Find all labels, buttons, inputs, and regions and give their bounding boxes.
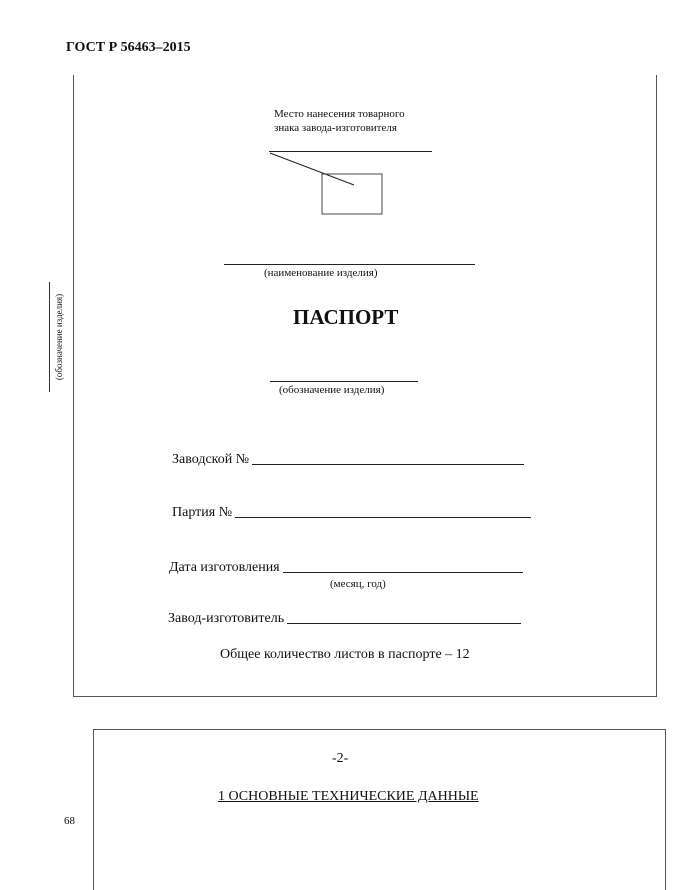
trademark-box bbox=[322, 174, 382, 214]
designation-caption: (обозначение изделия) bbox=[279, 384, 385, 396]
manufacturer-field bbox=[168, 611, 521, 627]
manufacture-date-caption: (месяц, год) bbox=[330, 578, 386, 590]
side-designation-line bbox=[49, 282, 50, 392]
product-name-caption: (наименование изделия) bbox=[264, 267, 378, 279]
serial-number-field bbox=[172, 452, 524, 468]
manufacturer-label: Завод-изготовитель bbox=[168, 611, 285, 626]
trademark-caption bbox=[274, 107, 405, 135]
passport-title: ПАСПОРТ bbox=[293, 305, 399, 329]
serial-number-blank bbox=[252, 464, 524, 465]
manufacture-date-field bbox=[169, 560, 523, 576]
section-heading: 1 ОСНОВНЫЕ ТЕХНИЧЕСКИЕ ДАННЫЕ bbox=[218, 789, 479, 804]
page-number: 68 bbox=[64, 815, 75, 827]
batch-field bbox=[172, 505, 531, 521]
manufacture-date-blank bbox=[283, 572, 523, 573]
serial-number-label: Заводской № bbox=[172, 452, 250, 467]
manufacturer-blank bbox=[287, 623, 521, 624]
side-designation-caption: (обозначение изделия) bbox=[54, 293, 64, 381]
trademark-placeholder bbox=[268, 150, 388, 220]
manufacture-date-label: Дата изготовления bbox=[169, 560, 280, 575]
trademark-caption-line1: Место нанесения товарного bbox=[274, 108, 405, 120]
trademark-leader-line bbox=[270, 153, 354, 185]
page-marker: -2- bbox=[332, 751, 349, 766]
standard-id: ГОСТ Р 56463–2015 bbox=[66, 40, 191, 55]
side-designation bbox=[46, 282, 70, 392]
trademark-caption-line2: знака завода-изготовителя bbox=[274, 122, 397, 134]
designation-line bbox=[270, 381, 418, 382]
total-sheets: Общее количество листов в паспорте – 12 bbox=[220, 647, 470, 662]
product-name-line bbox=[224, 264, 475, 265]
batch-label: Партия № bbox=[172, 505, 233, 520]
second-page-frame bbox=[93, 729, 666, 890]
batch-blank bbox=[235, 517, 531, 518]
